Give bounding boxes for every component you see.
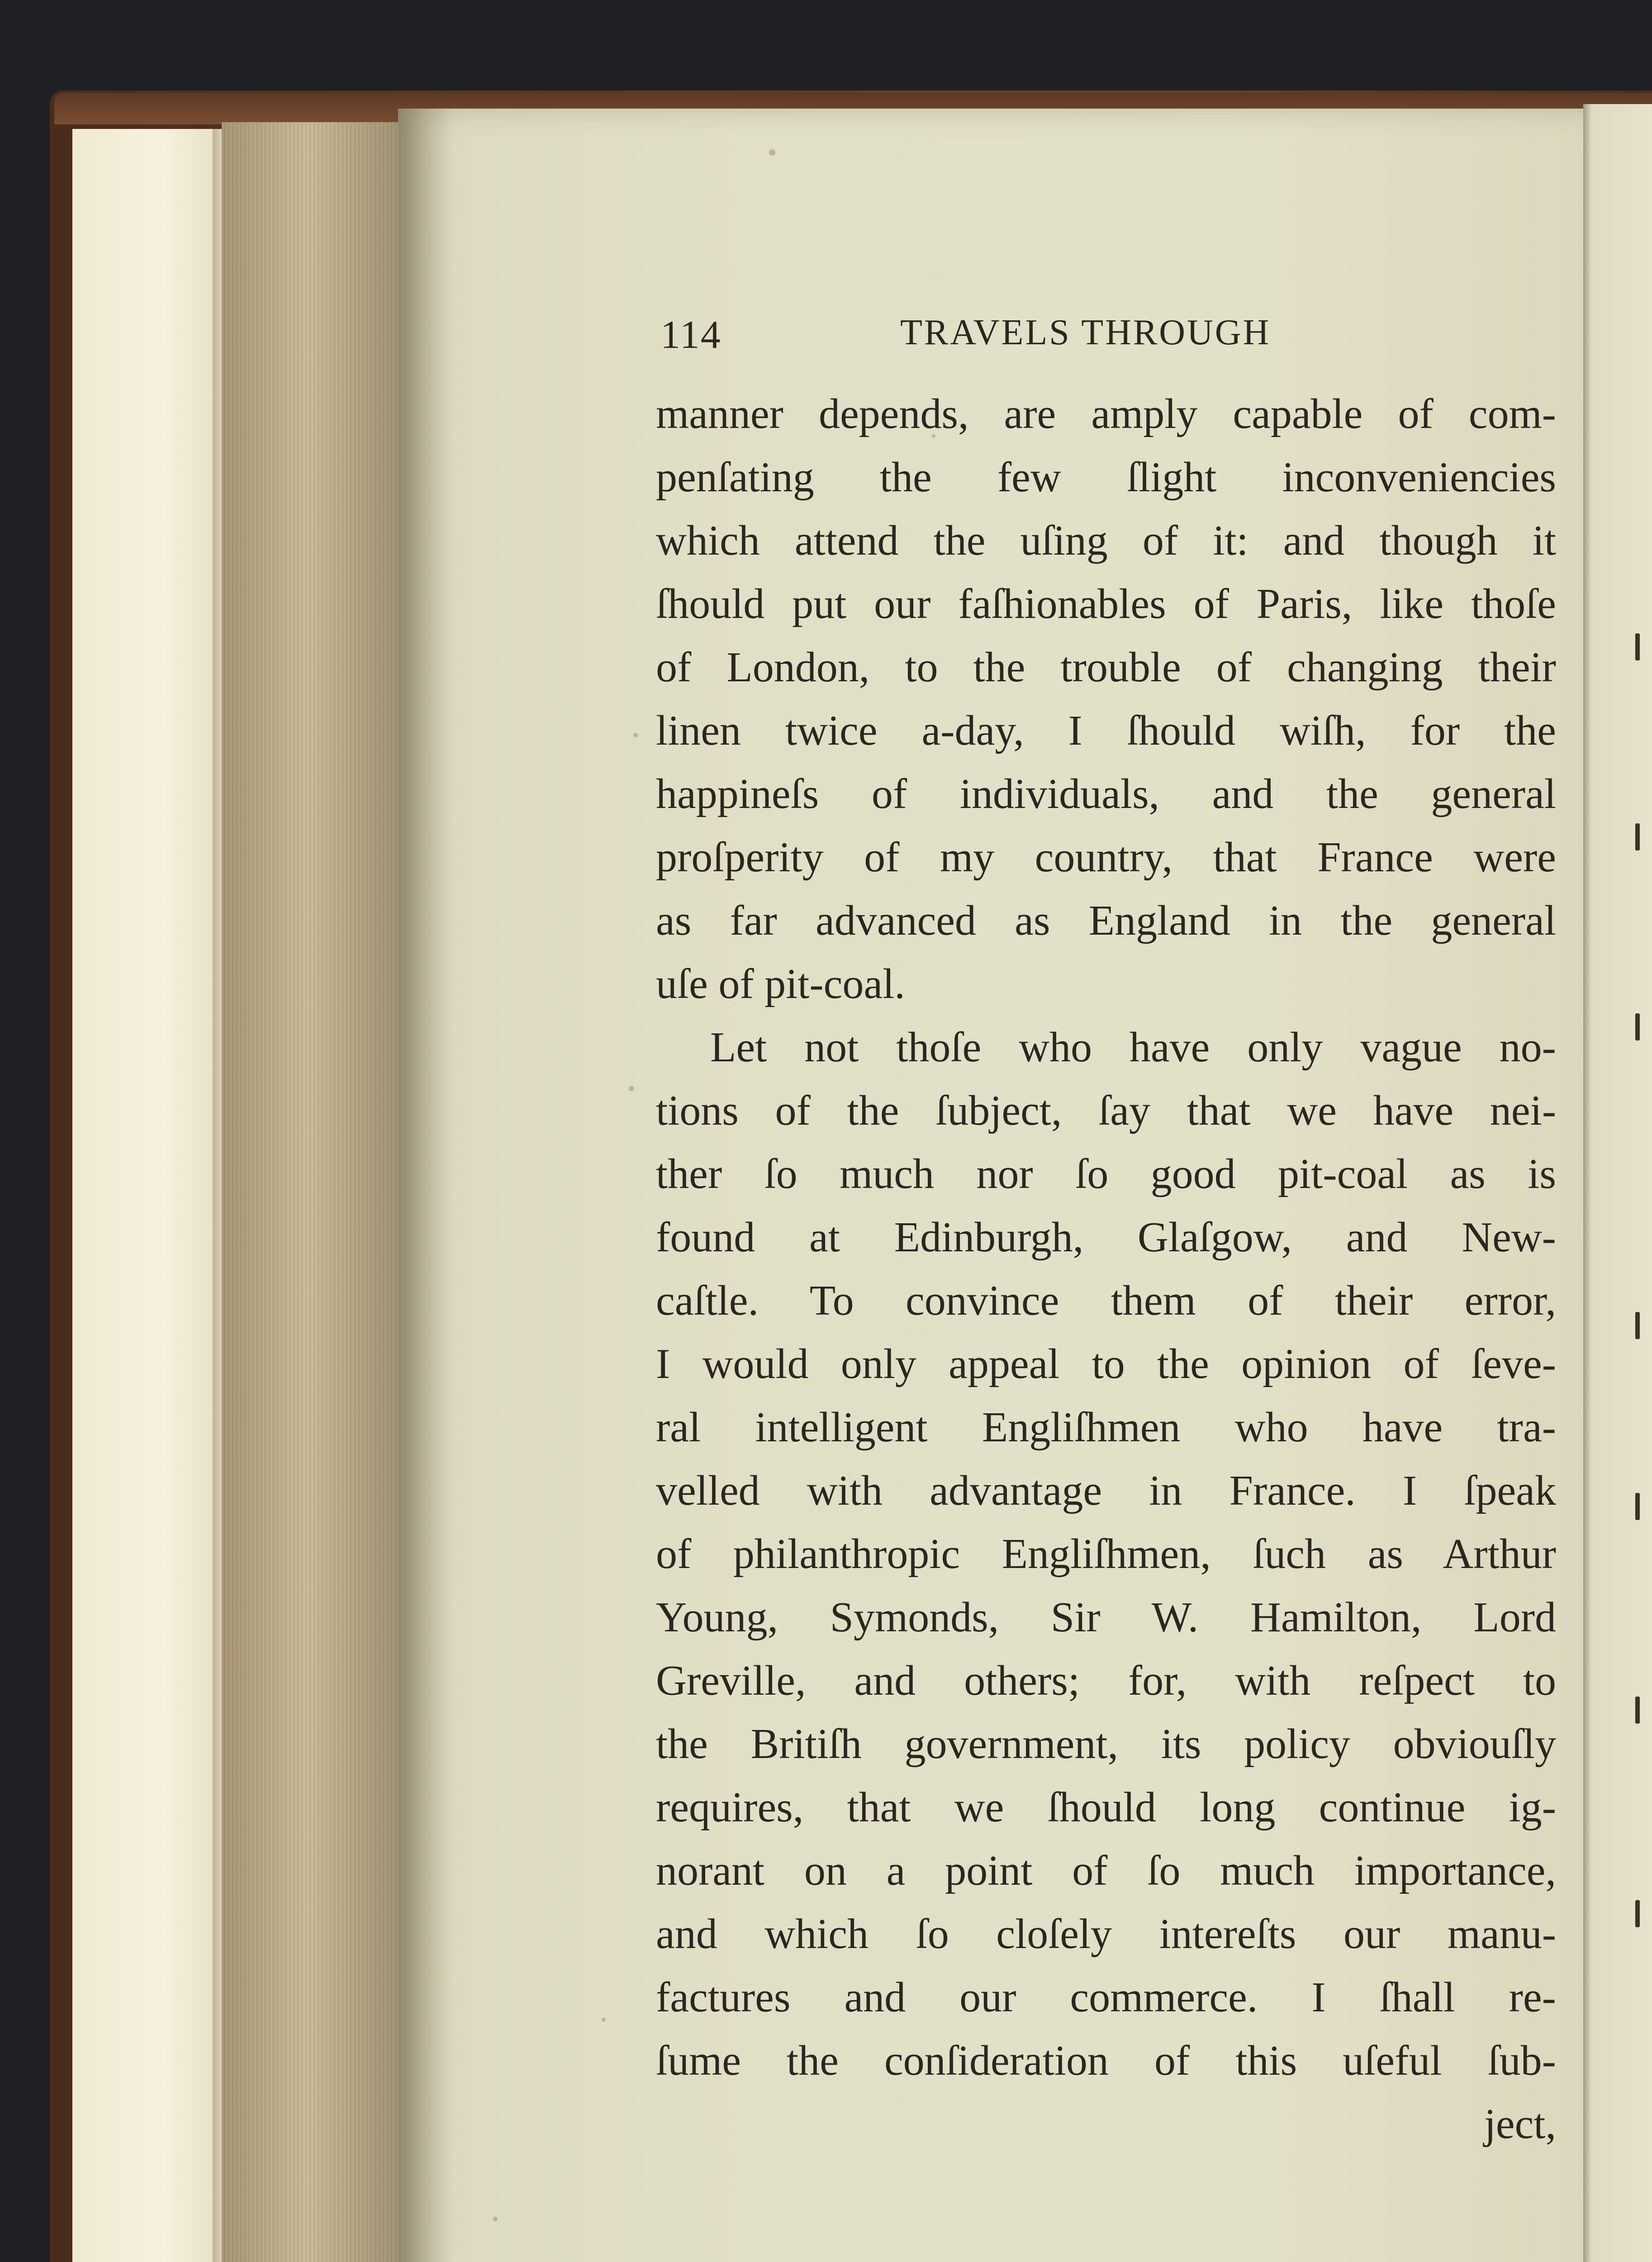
text-line: proſperity of my country, that France were: [656, 834, 1556, 881]
text-line: tions of the ſubject, ſay that we have nei-: [656, 1087, 1556, 1134]
body-text: [656, 382, 1556, 2156]
running-head: TRAVELS THROUGH: [900, 313, 1271, 352]
text-line: ral intelligent Engliſhmen who have tra-: [656, 1404, 1556, 1451]
foxing-speck: [493, 2217, 498, 2221]
text-line: ſume the conſideration of this uſeful ſub-: [656, 2037, 1556, 2084]
gutter-shadow: [398, 109, 452, 2262]
foxing-speck: [633, 733, 638, 737]
text-line: Let not thoſe who have only vague no-: [710, 1024, 1556, 1071]
text-line: norant on a point of ſo much importance,: [656, 1847, 1556, 1894]
text-line: caſtle. To convince them of their error,: [656, 1277, 1556, 1324]
foxing-speck: [602, 2018, 606, 2022]
text-line: as far advanced as England in the general: [656, 897, 1556, 944]
foxing-speck: [629, 1086, 634, 1091]
text-line: Greville, and others; for, with reſpect to: [656, 1657, 1556, 1704]
text-line: happineſs of individuals, and the general: [656, 770, 1556, 817]
page-number: 114: [660, 313, 722, 357]
text-line: of London, to the trouble of changing their: [656, 644, 1556, 691]
text-line: factures and our commerce. I ſhall re-: [656, 1974, 1556, 2021]
text-line: uſe of pit-coal.: [656, 960, 905, 1007]
text-line: linen twice a-day, I ſhould wiſh, for the: [656, 707, 1556, 754]
flyleaf: [72, 129, 222, 2262]
catchword: ject,: [1484, 2100, 1556, 2148]
text-line: the Britiſh government, its policy obviouſly: [656, 1720, 1556, 1768]
text-line: and which ſo cloſely intereſts our manu-: [656, 1910, 1556, 1958]
text-line: which attend the uſing of it: and though it: [656, 517, 1556, 564]
text-line: ther ſo much nor ſo good pit-coal as is: [656, 1150, 1556, 1198]
facing-page-show-through: [1635, 633, 1649, 1991]
foxing-speck: [769, 149, 775, 156]
text-line: requires, that we ſhould long continue ig-: [656, 1784, 1556, 1831]
text-line: velled with advantage in France. I ſpeak: [656, 1467, 1556, 1514]
text-line: penſating the few ſlight inconveniencies: [656, 454, 1556, 501]
text-line: manner depends, are amply capable of com-: [656, 390, 1556, 437]
text-line: of philanthropic Engliſhmen, ſuch as Arthur: [656, 1530, 1556, 1578]
text-line: I would only appeal to the opinion of ſeve-: [656, 1340, 1556, 1388]
text-line: Young, Symonds, Sir W. Hamilton, Lord: [656, 1594, 1556, 1641]
page-edges-shade: [222, 122, 412, 2262]
text-line: found at Edinburgh, Glaſgow, and New-: [656, 1214, 1556, 1261]
text-line: ſhould put our faſhionables of Paris, like thoſe: [656, 580, 1556, 627]
page-header: [660, 312, 1298, 362]
